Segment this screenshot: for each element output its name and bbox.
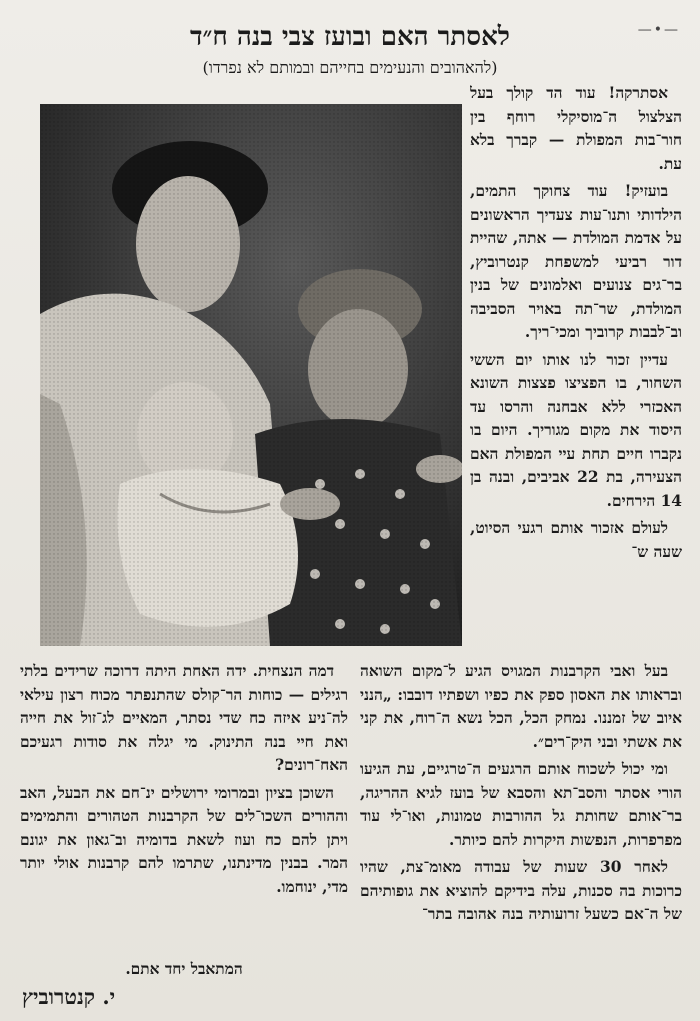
paragraph: אסתרקה! עוד הד קולך בעל הצלצול ה־מוסיקלי רוחף בין חור־בות המפולת — קברך בלא עת. (470, 84, 682, 173)
paragraph: ומי יכול לשכוח אותם הרגעים ה־טרגיים, עת הגיעו הורי אסתר והסב־תא והסבא של בועז לגיא ההריגה, בר־אותם שחותת גל ההורבות טמונות, ואו־לי עוד מפרפרות, הנפשות היקרות להם כיותר. (360, 760, 682, 849)
right-column (470, 82, 682, 662)
closing-line: המתאבל יחד אתם. (125, 960, 243, 978)
paragraph: עדיין זכור לנו אותו יום הששי השחור, בו הפציצו פצצות השונא האכזרי ללא אבחנה והרסו עד היסוד את מקום מגוריך. היום בו נקברו חיים תחת עיי המפולת האם הצעירה, בת 22 אביבים, ובנה בן 14 הירחים. (470, 350, 682, 510)
paragraph: בועזיק! עוד צחוקך התמים, הילדותי ותנו־עות צעדיך הראשונים על אדמת המולדת — אתה, שהיית דור רביעי למשפחת קנטרוביץ, בר־גים צנועים ואלמונים של בנין המולדת, שר־תה באויר הסביבה וב־לבבות קרוביך ומכי־ריך. (470, 182, 682, 341)
paragraph: השוכן בציון ובמרומי ירושלים ינ־חם את הבעל, האב וההורים השכו־לים של הקרבנות הטהורים והתמימים ויתן להם כח ועוז לשאת בדומיה וב־גאון את יגונם המר. בבנין מדינתנו, שתרמו להם קרבנות אולי יותר מדי, ינוחמו. (20, 783, 348, 896)
paragraph: דמה הנצחית. ידה האחת היתה דרוכה שרידים בלתי רגילים — כוחות הר־קולס שהתנפתר מכוח רצון עילאי לה־ניע איזה כח שדי נסתר, המאיים לג־זול את חייה ואת חיי בנה התינוק. מי יגלה את סודות רגעיכם האח־רונים? (20, 662, 348, 774)
corner-mark: —•— (637, 22, 680, 38)
paragraph: לעולם אזכור אותם רגעי הסיוט, שעה ש־ (470, 519, 682, 561)
article-subtitle: (להאהובים והנעימים בחייהם ובמותם לא נפרדו) (202, 58, 498, 77)
left-column (20, 660, 348, 982)
paragraph: לאחר 30 שעות של עבודה מאומ־צת, שהיו כרוכות בה סכנות, עלה בידיקם להוציא את גופותיהם של ה־אם כשעל זרועותיה בנה אהובה בתר־ (360, 858, 682, 923)
paragraph: בעל ואבי הקרבנות המגויס הגיע ל־מקום השואה ובראותו את האסון ספק את כפיו ושפתיו דובבו: „הנני איוב של זמננו. נמחק הכל, הכל נשא ה־רוח, את קני את אשתי ובני היק־רים״. (360, 662, 682, 751)
author-signature: י. קנטרוביץ (22, 984, 116, 1009)
middle-column (360, 660, 682, 1012)
memorial-photo (40, 104, 462, 646)
photo-illustration (40, 104, 462, 646)
article-title: לאסתר האם ובועז צבי בנה ח״ד (190, 22, 510, 52)
